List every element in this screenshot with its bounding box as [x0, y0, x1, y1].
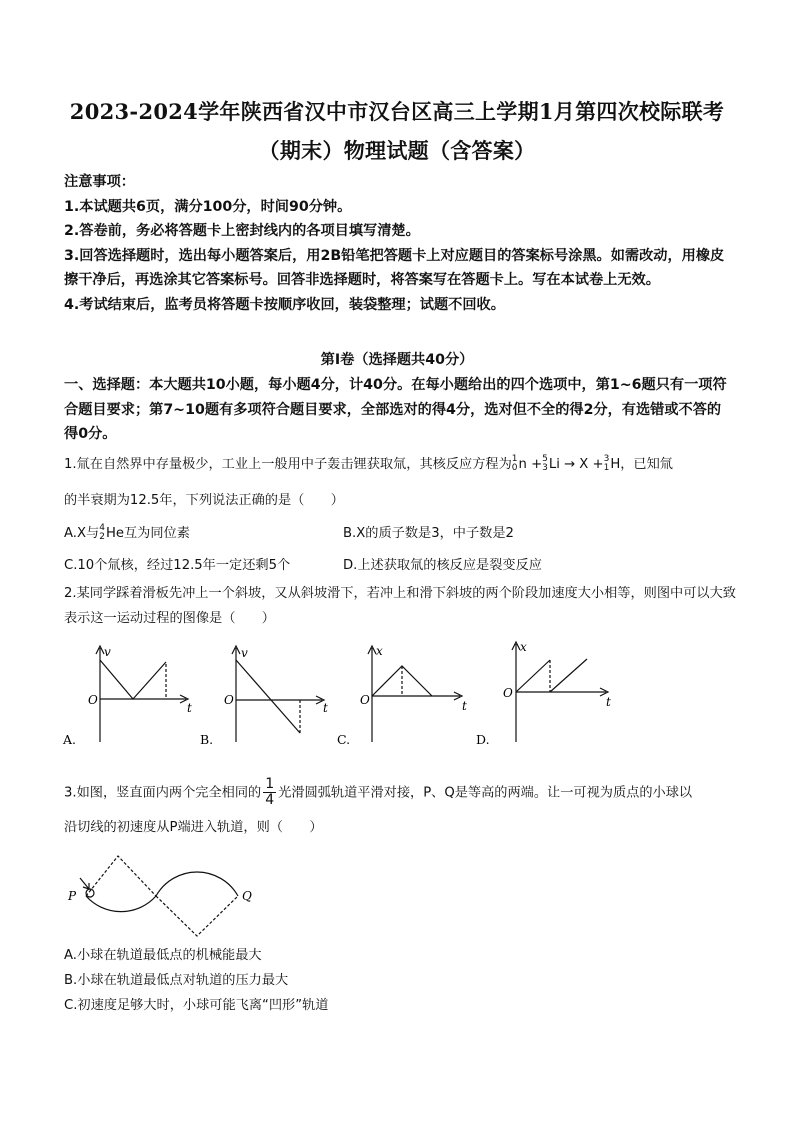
fraction-quarter — [263, 777, 276, 808]
question-1-option-c: C.10个氚核，经过12.5年一定还剩5个 — [64, 558, 291, 573]
graph-c-label: C. — [337, 732, 351, 747]
graph-a-origin: O — [88, 693, 98, 707]
graph-c — [368, 646, 462, 742]
graph-d-axis-x: x — [520, 640, 527, 654]
question-1-option-b: B.X的质子数是3，中子数是2 — [343, 526, 514, 541]
graph-a-axis-t: t — [187, 701, 192, 715]
graph-d-axis-t: t — [606, 695, 611, 709]
question-1-stem-tail: ，已知氚 — [620, 457, 673, 472]
fraction-numerator: 1 — [265, 776, 275, 792]
helium-nuclide: 4 2 — [99, 523, 105, 542]
part-instructions — [64, 373, 734, 447]
graph-a-axis-v: v — [104, 645, 111, 659]
graph-d-origin: O — [503, 686, 513, 700]
graph-b-label: B. — [200, 732, 214, 747]
graph-b-axis-v: v — [241, 646, 248, 660]
question-1-stem — [64, 455, 736, 475]
question-2-stem: 2.某同学踩着滑板先冲上一个斜坡，又从斜坡滑下，若冲上和滑下斜坡的两个阶段加速度大小相等，则图中可以大致表示这一运动过程的图像是（ ） — [64, 586, 736, 626]
point-p-label: P — [68, 889, 77, 903]
question-2-graphs — [60, 640, 740, 752]
question-1-stem-line2: 的半衰期为12.5年，下列说法正确的是（ ） — [64, 493, 344, 508]
question-3-option-a: A.小球在轨道最低点的机械能最大 — [64, 948, 262, 963]
graph-c-axis-t: t — [462, 699, 467, 713]
graph-b-axis-t: t — [323, 701, 328, 715]
question-3-stem-tail: 光滑圆弧轨道平滑对接，P、Q是等高的两端。让一可视为质点的小球以 — [278, 785, 693, 801]
graph-d-label: D. — [476, 732, 490, 747]
question-3-stem-line2: 沿切线的初速度从P端进入轨道，则（ ） — [64, 820, 323, 835]
notes-item-1: 1.本试题共6页，满分100分，时间90分钟。 — [64, 198, 352, 215]
notes-item-3: 3.回答选择题时，选出每小题答案后，用2B铅笔把答题卡上对应题目的答案标号涂黑。如需改动，用橡皮擦干净后，再选涂其它答案标号。回答非选择题时，将答案写在答题卡上。写在本试卷上无效。 — [64, 247, 725, 288]
question-1-stem-text: 1.氚在自然界中存量极少，工业上一般用中子轰击锂获取氚，其核反应方程为 — [64, 457, 512, 472]
question-1-option-a — [64, 524, 190, 544]
question-3-option-c: C.初速度足够大时，小球可能飞离“凹形”轨道 — [64, 998, 329, 1013]
notes-item-4: 4.考试结束后，监考员将答题卡按顺序收回，装袋整理；试题不回收。 — [64, 296, 505, 313]
graph-b-origin: O — [224, 693, 234, 707]
question-3-stem-text: 3.如图，竖直面内两个完全相同的 — [64, 785, 262, 801]
graph-c-origin: O — [360, 693, 370, 707]
graph-c-axis-x: x — [376, 644, 383, 658]
notes-item-2: 2.答卷前，务必将答题卡上密封线内的各项目填写清楚。 — [64, 223, 420, 239]
question-3-option-b: B.小球在轨道最低点对轨道的压力最大 — [64, 973, 289, 988]
section-heading: 第Ⅰ卷（选择题共40分） — [320, 352, 474, 368]
graph-a — [96, 646, 188, 742]
track-diagram — [80, 856, 238, 936]
question-3-track-figure — [60, 852, 260, 942]
page-title: 2023-2024学年陕西省汉中市汉台区高三上学期1月第四次校际联考 — [69, 99, 725, 124]
point-q-label: Q — [242, 889, 252, 903]
option-a-text-tail: He互为同位素 — [105, 526, 190, 541]
graph-b — [232, 646, 324, 742]
fraction-denominator: 4 — [265, 792, 275, 808]
option-a-text: A.X与 — [64, 526, 100, 541]
graph-a-label: A. — [63, 732, 77, 747]
part-instructions-text: 一、选择题：本大题共10小题，每小题4分，计40分。在每小题给出的四个选项中，第1~6题只有一项符合题目要求；第7~10题有多项符合题目要求，全部选对的得4分，选对但不全的得2分，有选错或不答的得0分。 — [64, 377, 727, 442]
notes — [64, 170, 732, 317]
question-3-stem — [64, 777, 736, 808]
graph-d — [512, 642, 608, 742]
nuclear-equation: 1 0 n + 5 3 Li → X + 3 1 H — [511, 454, 621, 473]
page-subtitle: （期末）物理试题（含答案） — [258, 138, 536, 163]
question-1-option-d: D.上述获取氚的核反应是裂变反应 — [343, 558, 542, 573]
notes-heading: 注意事项： — [64, 174, 135, 190]
